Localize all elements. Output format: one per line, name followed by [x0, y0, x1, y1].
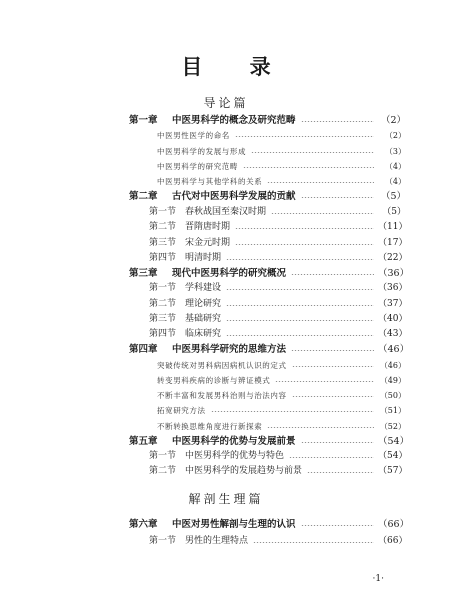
- page-number: （49）: [379, 376, 406, 385]
- section-title-text: 基础研究: [185, 314, 222, 324]
- page-number: （2）: [380, 115, 406, 126]
- topic-title: 不断转换思维角度进行新探索: [157, 422, 263, 431]
- leader-dots: [301, 525, 374, 526]
- leader-dots: [275, 381, 374, 382]
- section-title: 解剖生理篇: [188, 492, 264, 506]
- leader-dots: [267, 182, 374, 183]
- toc-topic-row[interactable]: [157, 160, 406, 173]
- page-number: （36）: [378, 283, 408, 293]
- leader-dots: [226, 289, 374, 290]
- chapter-title: 中医男科学的概念及研究范畴: [172, 115, 296, 126]
- leader-dots: [289, 457, 374, 458]
- toc-section-row[interactable]: [149, 298, 406, 311]
- leader-dots: [235, 136, 374, 137]
- topic-title: 中医男科学的研究范畴: [157, 162, 238, 171]
- chapter-number: 第四章: [129, 344, 158, 355]
- page-number: （5）: [382, 207, 406, 217]
- page-number: （52）: [379, 422, 406, 431]
- section-title: 导论篇: [203, 96, 249, 110]
- leader-dots: [292, 396, 374, 397]
- page-number: （46）: [378, 344, 410, 355]
- chapter-number: 第六章: [129, 519, 158, 530]
- toc-topic-row[interactable]: [157, 145, 406, 158]
- chapter-number: 第三章: [129, 268, 158, 279]
- page-number: （51）: [379, 406, 406, 415]
- page-number: （66）: [378, 536, 408, 546]
- chapter-title: 古代对中医男科学发展的贡献: [172, 191, 296, 202]
- leader-dots: [251, 152, 374, 153]
- leader-dots: [307, 472, 374, 473]
- chapter-number: 第二章: [129, 191, 158, 202]
- page-number: （57）: [378, 466, 408, 476]
- toc-topic-row[interactable]: [157, 420, 406, 433]
- leader-dots: [253, 542, 374, 543]
- toc-topic-row[interactable]: [157, 129, 406, 142]
- leader-dots: [301, 121, 374, 122]
- page-number: （54）: [378, 436, 410, 447]
- topic-title: 中医男科学的发展与形成: [157, 147, 247, 156]
- toc-topic-row[interactable]: [157, 404, 406, 417]
- leader-dots: [226, 305, 374, 306]
- topic-title: 转变男科疾病的诊断与辨证模式: [157, 376, 271, 385]
- toc-topic-row[interactable]: [157, 359, 406, 372]
- section-number: 第一节: [149, 207, 177, 217]
- page-number: （17）: [378, 238, 408, 248]
- page-number: （40）: [378, 314, 408, 324]
- toc-section-row[interactable]: [149, 282, 406, 295]
- section-title-text: 中医男科学的发展趋势与前景: [185, 466, 303, 476]
- section-number: 第二节: [149, 222, 177, 232]
- toc-chapter-row[interactable]: [129, 190, 406, 203]
- page-title: 目 录: [181, 54, 291, 79]
- toc-section-row[interactable]: [149, 252, 406, 265]
- section-title-text: 春秋战国至秦汉时期: [185, 207, 267, 217]
- page-number: （4）: [384, 162, 406, 171]
- leader-dots: [226, 259, 374, 260]
- toc-chapter-row[interactable]: [129, 435, 410, 448]
- page-number: （2）: [384, 131, 406, 140]
- section-number: 第二节: [149, 299, 177, 309]
- section-title-text: 理论研究: [185, 299, 222, 309]
- page-number: （3）: [384, 147, 406, 156]
- topic-title: 不断丰富和发展男科治则与治法内容: [157, 391, 287, 400]
- page-number: （5）: [380, 191, 406, 202]
- chapter-title: 现代中医男科学的研究概况: [172, 268, 287, 279]
- leader-dots: [226, 335, 374, 336]
- toc-topic-row[interactable]: [157, 389, 406, 402]
- leader-dots: [291, 274, 374, 275]
- toc-section-row[interactable]: [149, 535, 406, 548]
- section-title-text: 明清时期: [185, 253, 222, 263]
- section-number: 第一节: [149, 536, 177, 546]
- page-number-footer: ·1·: [372, 574, 384, 584]
- section-title-text: 临床研究: [185, 329, 222, 339]
- page-number: （43）: [378, 329, 408, 339]
- leader-dots: [226, 320, 374, 321]
- leader-dots: [301, 197, 374, 198]
- section-number: 第二节: [149, 466, 177, 476]
- page-number: （4）: [384, 177, 406, 186]
- page-number: （66）: [378, 519, 410, 530]
- chapter-number: 第一章: [129, 115, 158, 126]
- topic-title: 中医男性医学的命名: [157, 131, 230, 140]
- toc-topic-row[interactable]: [157, 374, 406, 387]
- toc-section-row[interactable]: [149, 465, 406, 478]
- toc-section-row[interactable]: [149, 328, 406, 341]
- section-title-text: 中医男科学的优势与特色: [185, 451, 285, 461]
- page-number: （36）: [378, 268, 410, 279]
- toc-chapter-row[interactable]: [129, 267, 410, 280]
- topic-title: 中医男科学与其他学科的关系: [157, 177, 263, 186]
- section-title-text: 宋金元时期: [185, 238, 231, 248]
- section-number: 第四节: [149, 253, 177, 263]
- section-number: 第四节: [149, 329, 177, 339]
- page-number: （50）: [379, 391, 406, 400]
- leader-dots: [235, 244, 374, 245]
- section-title-text: 男性的生理特点: [185, 536, 249, 546]
- leader-dots: [301, 442, 374, 443]
- toc-chapter-row[interactable]: [129, 114, 406, 127]
- toc-chapter-row[interactable]: [129, 343, 410, 356]
- chapter-number: 第五章: [129, 436, 158, 447]
- chapter-title: 中医对男性解剖与生理的认识: [172, 519, 296, 530]
- section-number: 第三节: [149, 238, 177, 248]
- chapter-title: 中医男科学研究的思维方法: [172, 344, 287, 355]
- toc-section-row[interactable]: [149, 313, 406, 326]
- topic-title: 拓宽研究方法: [157, 406, 206, 415]
- page-number: （54）: [378, 451, 408, 461]
- section-title-text: 学科建设: [185, 283, 222, 293]
- section-number: 第一节: [149, 283, 177, 293]
- section-title-text: 晋隋唐时期: [185, 222, 231, 232]
- page-number: （11）: [378, 222, 408, 232]
- leader-dots: [211, 411, 374, 412]
- section-number: 第三节: [149, 314, 177, 324]
- toc-section-row[interactable]: [149, 221, 406, 234]
- leader-dots: [291, 350, 374, 351]
- topic-title: 突破传统对男科病因病机认识的定式: [157, 361, 287, 370]
- chapter-title: 中医男科学的优势与发展前景: [172, 436, 296, 447]
- toc-section-row[interactable]: [149, 237, 406, 250]
- leader-dots: [235, 228, 374, 229]
- toc-section-row[interactable]: [149, 206, 406, 219]
- toc-topic-row[interactable]: [157, 175, 406, 188]
- leader-dots: [267, 427, 374, 428]
- page-number: （22）: [378, 253, 408, 263]
- section-number: 第一节: [149, 451, 177, 461]
- leader-dots: [271, 213, 374, 214]
- page-number: （37）: [378, 299, 408, 309]
- page-number: （46）: [379, 361, 406, 370]
- toc-chapter-row[interactable]: [129, 518, 410, 531]
- toc-section-row[interactable]: [149, 450, 406, 463]
- leader-dots: [243, 167, 374, 168]
- leader-dots: [292, 366, 374, 367]
